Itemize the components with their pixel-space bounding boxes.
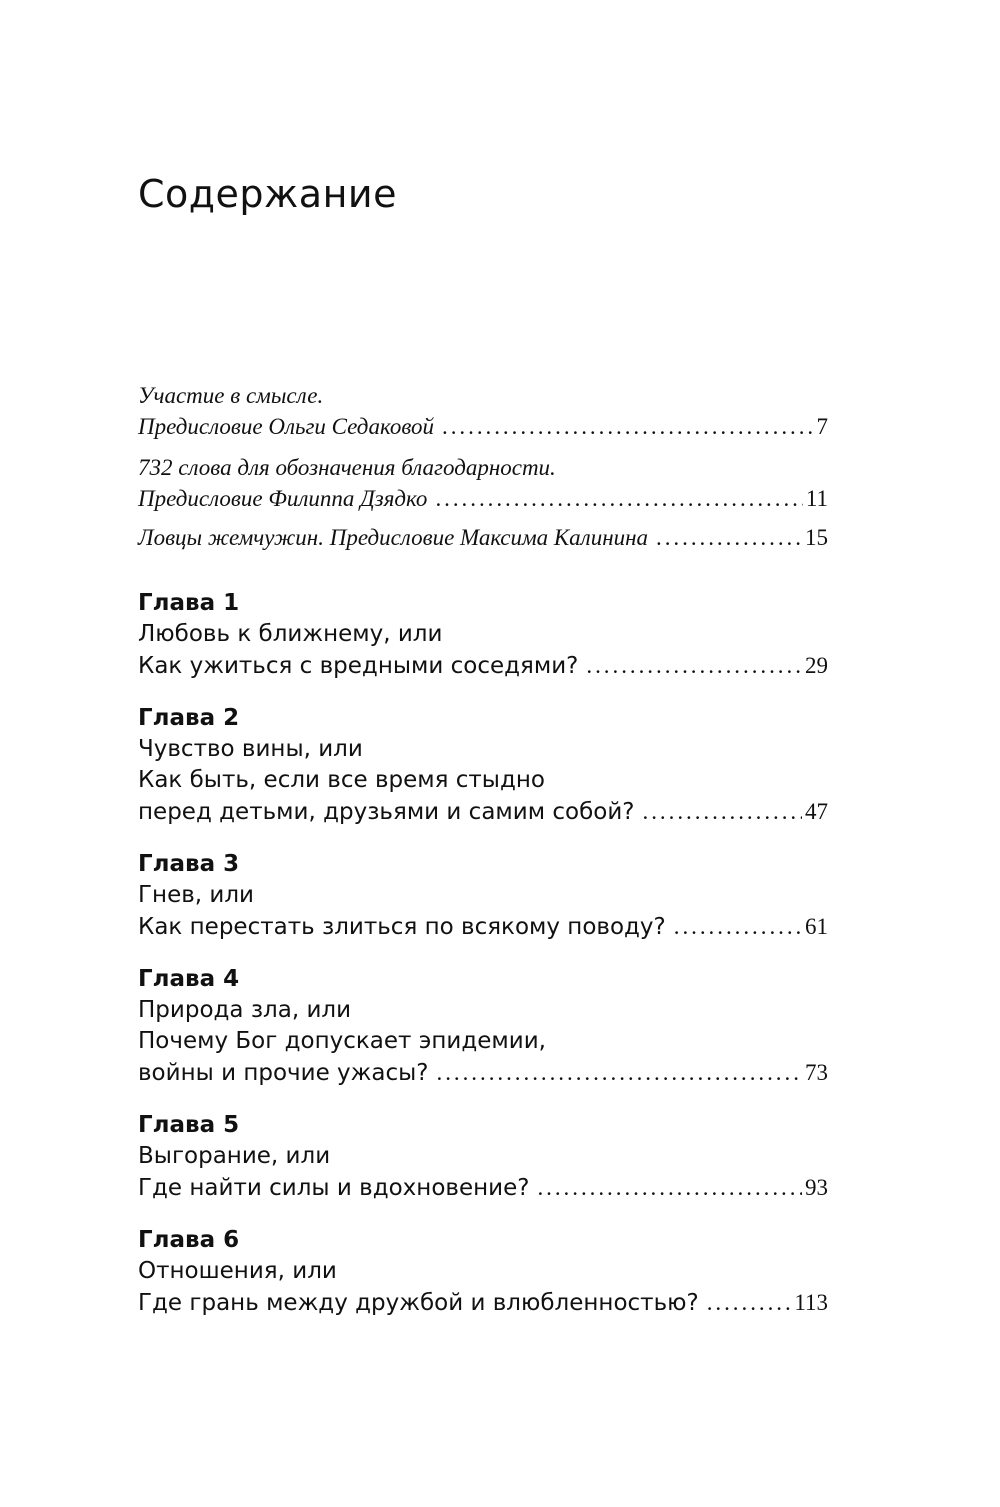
chapter-label: Глава 3 [138, 851, 240, 877]
toc-entry-chapter-5[interactable] [138, 1110, 828, 1204]
page-number: 73 [805, 1060, 828, 1085]
page-number: 15 [805, 525, 828, 550]
entry-title-line: Ловцы жемчужин. Предисловие Максима Калинина [138, 525, 649, 550]
chapter-title-line: Где грань между дружбой и влюбленностью? [138, 1290, 699, 1316]
chapter-title-line: перед детьми, друзьями и самим собой? [138, 799, 635, 825]
page-number: 93 [805, 1175, 828, 1200]
chapter-title-line: Гнев, или [138, 882, 254, 908]
page-title: Содержание [138, 172, 397, 216]
toc-entry-preface-kalinin[interactable] [138, 522, 828, 553]
toc-entry-preface-sedakova[interactable] [138, 380, 828, 442]
dot-leader [674, 911, 802, 942]
chapter-title-line: Как перестать злиться по всякому поводу? [138, 914, 666, 940]
chapter-title-line: Как ужиться с вредными соседями? [138, 653, 579, 679]
toc-entry-chapter-3[interactable] [138, 849, 828, 943]
chapter-title-line: Любовь к ближнему, или [138, 621, 443, 647]
dot-leader [442, 411, 813, 442]
dot-leader [707, 1287, 792, 1318]
toc-entry-chapter-1[interactable] [138, 588, 828, 682]
page-number: 7 [816, 414, 828, 439]
entry-title-line: Предисловие Филиппа Дзядко [138, 486, 428, 511]
chapter-title-line: Почему Бог допускает эпидемии, [138, 1028, 546, 1054]
page-number: 11 [805, 486, 828, 511]
entry-title-line: Предисловие Ольги Седаковой [138, 414, 435, 439]
chapter-label: Глава 2 [138, 705, 240, 731]
chapter-title-line: Чувство вины, или [138, 736, 363, 762]
dot-leader [537, 1172, 802, 1203]
toc-entry-preface-dzyadko[interactable] [138, 452, 828, 514]
toc-entry-chapter-4[interactable] [138, 964, 828, 1089]
page-number: 47 [805, 799, 828, 824]
toc-entry-chapter-6[interactable] [138, 1225, 828, 1319]
toc-entry-chapter-2[interactable] [138, 703, 828, 828]
dot-leader [586, 650, 802, 681]
dot-leader [437, 1057, 803, 1088]
chapter-title-line: Отношения, или [138, 1258, 337, 1284]
chapter-title-line: Где найти силы и вдохновение? [138, 1175, 530, 1201]
dot-leader [656, 522, 802, 553]
chapter-label: Глава 5 [138, 1112, 240, 1138]
chapter-title-line: Как быть, если все время стыдно [138, 767, 545, 793]
chapter-label: Глава 6 [138, 1227, 240, 1253]
dot-leader [435, 483, 802, 514]
chapter-label: Глава 4 [138, 966, 240, 992]
chapter-title-line: Природа зла, или [138, 997, 352, 1023]
entry-title-line: Участие в смысле. [138, 383, 324, 408]
page-number: 29 [805, 653, 828, 678]
page-number: 113 [794, 1290, 828, 1315]
chapter-title-line: войны и прочие ужасы? [138, 1060, 429, 1086]
chapter-title-line: Выгорание, или [138, 1143, 331, 1169]
entry-title-line: 732 слова для обозначения благодарности. [138, 455, 556, 480]
dot-leader [643, 796, 802, 827]
page-number: 61 [805, 914, 828, 939]
chapter-label: Глава 1 [138, 590, 240, 616]
